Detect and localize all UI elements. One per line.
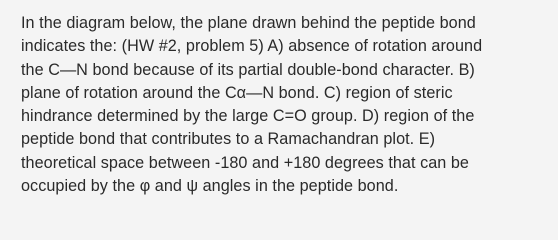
question-line: plane of rotation around the Cα—N bond. C) region of steric [21, 83, 453, 102]
question-line: theoretical space between -180 and +180 degrees that can be [21, 153, 469, 172]
question-line: peptide bond that contributes to a Ramachandran plot. E) [21, 130, 436, 149]
question-line: In the diagram below, the plane drawn behind the peptide bond [21, 14, 476, 32]
question-line: the C—N bond because of its partial double-bond character. B) [21, 60, 475, 79]
question-line: hindrance determined by the large C=O group. D) region of the [21, 107, 475, 126]
question-line: occupied by the φ and ψ angles in the peptide bond. [21, 177, 399, 196]
question-text [21, 12, 542, 198]
question-line: indicates the: (HW #2, problem 5) A) absence of rotation around [21, 37, 483, 56]
